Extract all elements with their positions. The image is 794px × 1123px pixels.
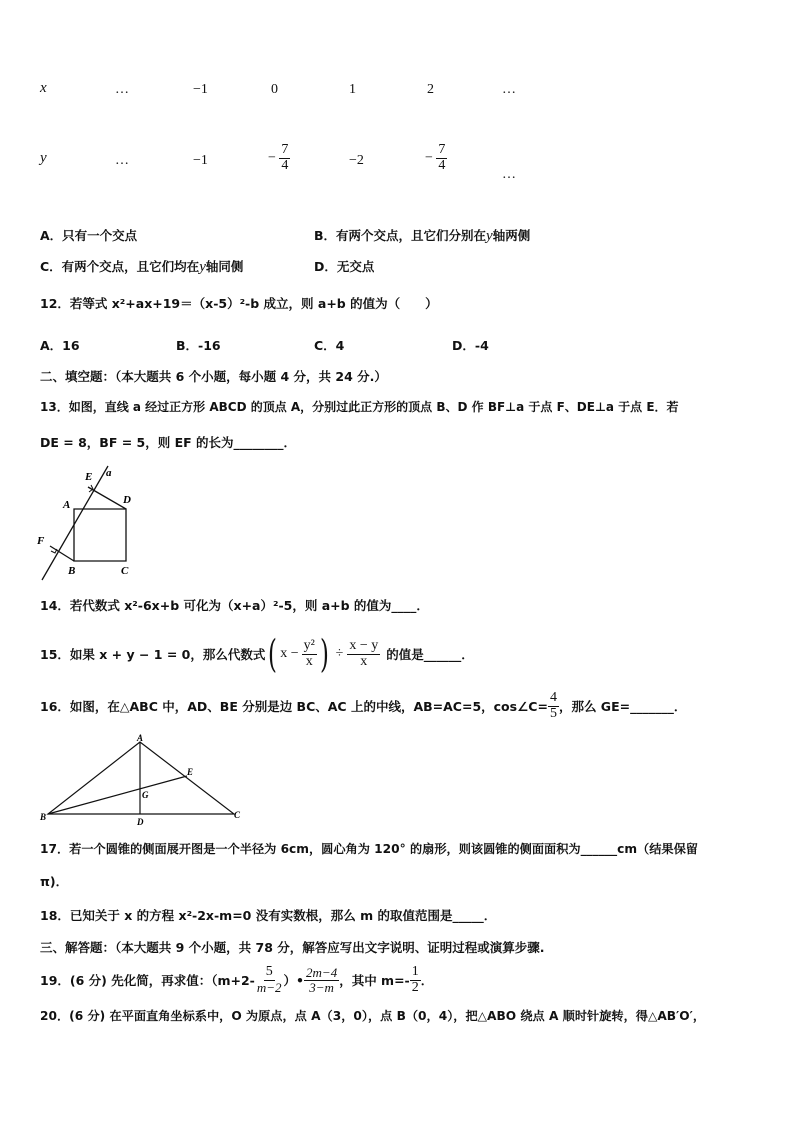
q16-line — [40, 686, 686, 726]
q11-option-c-var: y — [199, 259, 206, 275]
paren-open: ( — [268, 632, 278, 676]
table-x-cell: 0 — [271, 82, 278, 97]
q11-option-a: A．只有一个交点 — [40, 228, 138, 243]
table-x-cell: 2 — [427, 82, 434, 97]
q16-triangle-figure — [36, 732, 250, 828]
label-a: A — [137, 733, 144, 743]
fraction-numerator: 7 — [281, 142, 289, 157]
q19-text-mid: ）• — [283, 973, 305, 988]
table-y-cell-fraction — [425, 143, 447, 173]
fraction-numerator: x − y — [349, 637, 379, 653]
q18-text: 18．已知关于 x 的方程 x²-2x-m=0 没有实数根，那么 m 的取值范围是_____． — [40, 908, 497, 923]
label-b: B — [68, 565, 76, 577]
triangle-abc — [48, 742, 234, 814]
fraction-denominator: m−2 — [256, 980, 282, 996]
square-abcd — [74, 509, 126, 561]
label-d: D — [137, 817, 144, 827]
q19-text-end: ，其中 m=- — [339, 973, 410, 988]
table-x-cell: −1 — [193, 82, 208, 97]
q11-option-b-text-end: 轴两侧 — [492, 228, 531, 243]
q11-option-b — [314, 226, 530, 245]
table-y-cell: −2 — [349, 153, 364, 168]
label-c: C — [121, 565, 129, 577]
fraction-denominator: 2 — [411, 979, 419, 995]
q11-option-d: D．无交点 — [314, 259, 375, 274]
fraction-denominator: 4 — [438, 157, 446, 173]
fraction-numerator: 5 — [265, 964, 273, 980]
q12-option-a: A．16 — [40, 338, 80, 353]
fraction-numerator: 7 — [438, 142, 446, 157]
q15-line — [40, 630, 474, 678]
division-sign: ÷ — [335, 646, 344, 661]
paren-close: ) — [319, 632, 329, 676]
label-e: E — [187, 767, 194, 777]
q15-fraction1 — [302, 639, 317, 669]
q19-period: ． — [420, 973, 434, 988]
q12-option-d: D．-4 — [452, 338, 489, 353]
q16-text: 16．如图，在△ABC 中，AD、BE 分别是边 BC、AC 上的中线，AB=AC=5，cos∠C= — [40, 699, 548, 714]
q12-option-c: C．4 — [314, 338, 345, 353]
table-x-label: x — [40, 80, 47, 96]
label-a: A — [63, 499, 71, 511]
label-d: D — [123, 494, 131, 506]
q16-fraction — [548, 691, 559, 721]
table-x-cell: … — [502, 82, 516, 97]
label-c: C — [234, 810, 241, 820]
q19-fraction1 — [255, 965, 284, 994]
table-y-cell: … — [502, 167, 516, 182]
fraction-numerator: 4 — [549, 689, 557, 705]
q15-fraction2 — [347, 639, 380, 669]
table-y-label: y — [40, 150, 47, 166]
fraction-numerator: 2m−4 — [306, 964, 338, 980]
section-heading-fill-in: 二、填空题：（本大题共 6 个小题，每小题 4 分，共 24 分.） — [40, 369, 387, 384]
table-x-cell: … — [115, 82, 129, 97]
q11-option-b-var: y — [486, 228, 493, 244]
q15-x: x − — [280, 646, 299, 661]
fraction-denominator: x — [305, 653, 313, 669]
line-a — [42, 466, 108, 580]
q11-option-c-text-end: 轴同侧 — [205, 259, 244, 274]
q13-line1: 13．如图，直线 a 经过正方形 ABCD 的顶点 A，分别过此正方形的顶点 B、D 作 BF⊥a 于点 F、DE⊥a 于点 E．若 — [40, 400, 679, 414]
minus-sign: − — [268, 150, 276, 166]
q19-line — [40, 958, 433, 1002]
q13-square-figure — [30, 462, 150, 582]
q16-text-end: ，那么 GE=_______． — [558, 699, 687, 714]
q19-fraction2 — [304, 966, 339, 994]
label-e: E — [85, 471, 93, 483]
q17-line1: 17．若一个圆锥的侧面展开图是一个半径为 6cm，圆心角为 120° 的扇形，则该圆锥的侧面面积为______cm（结果保留 — [40, 842, 698, 856]
table-y-cell: −1 — [193, 153, 208, 168]
fraction-denominator: 3−m — [309, 979, 334, 995]
q15-text-end: 的值是______． — [386, 647, 474, 662]
fraction-denominator: x — [360, 653, 368, 669]
fraction — [279, 143, 290, 173]
q11-option-c — [40, 257, 243, 276]
q11-option-b-text: B．有两个交点，且它们分别在 — [314, 228, 487, 243]
fraction-denominator: 5 — [549, 705, 557, 721]
q17-line2: π)． — [40, 874, 69, 889]
label-b: B — [40, 812, 47, 822]
label-f: F — [37, 535, 45, 547]
q15-text: 15．如果 x + y − 1 = 0，那么代数式 — [40, 647, 266, 662]
q12-option-b: B．-16 — [176, 338, 221, 353]
fraction-denominator: 4 — [281, 157, 289, 173]
q13-line2: DE = 8，BF = 5，则 EF 的长为________． — [40, 435, 297, 450]
q11-option-c-text: C．有两个交点，且它们均在 — [40, 259, 200, 274]
table-y-cell-fraction — [268, 143, 290, 173]
fraction-numerator: y² — [303, 637, 315, 653]
label-g: G — [142, 790, 149, 800]
median-be — [48, 776, 187, 814]
q20-text: 20．(6 分) 在平面直角坐标系中，O 为原点，点 A（3，0），点 B（0，4），把△ABO 绕点 A 顺时针旋转，得△AB′O′， — [40, 1009, 706, 1023]
q19-fraction3 — [410, 965, 421, 995]
label-a-line: a — [106, 467, 112, 479]
segment-de — [88, 487, 126, 509]
minus-sign: − — [425, 150, 433, 166]
q14-text: 14．若代数式 x²-6x+b 可化为（x+a）²-5，则 a+b 的值为____． — [40, 598, 429, 613]
fraction-numerator: 1 — [411, 963, 419, 979]
fraction — [436, 143, 447, 173]
q19-text: 19．(6 分) 先化简，再求值：（m+2- — [40, 973, 255, 988]
table-y-cell: … — [115, 153, 129, 168]
section-heading-solutions: 三、解答题：（本大题共 9 个小题，共 78 分，解答应写出文字说明、证明过程或演算步骤. — [40, 940, 545, 955]
table-x-cell: 1 — [349, 82, 356, 97]
q12-stem: 12．若等式 x²+ax+19＝（x-5）²-b 成立，则 a+b 的值为（ ） — [40, 296, 438, 311]
